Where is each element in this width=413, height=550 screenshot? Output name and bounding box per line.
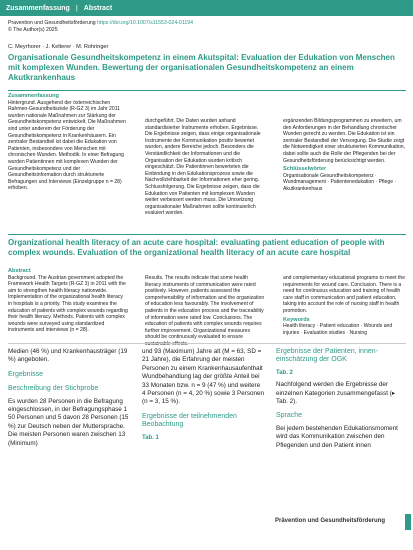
section-header-bar [0, 0, 413, 16]
journal-footer: Prävention und Gesundheitsförderung [274, 518, 385, 524]
body-col1 [8, 348, 130, 452]
body-col2 [142, 348, 264, 446]
body-col1-lead: Medien (46 %) und Krankenhausträger (19 %) angeboten. [8, 348, 128, 364]
abstract-en-col1 [8, 268, 128, 336]
abstract-en-divider [8, 234, 406, 235]
body-col2-text: und 93 (Maximum) Jahre alt (M = 63, SD = 21 Jahre), die Erfahrung der meisten Personen zu einem Krankenhausaufenthalt Wundbehandlung lag der größte Anteil bei 33 Monaten bzw. n = 9 (47 %) und weitere 4 Personen (n = 4, 20 %) sowie 3 Personen (n = 3, 15 %). [142, 348, 264, 406]
abstract-en-text3: and complementary educational programs to meet the requirements for wound care. Conclusion. There is a need for continuous education and training of health care staff in communication and patient education, taking into account the role of nursing staff in health promotion. [283, 275, 406, 314]
article-meta [8, 20, 408, 34]
abstract-de-heading: Zusammenfassung [8, 93, 59, 99]
results-heading: Ergebnisse [8, 370, 44, 378]
journal-name: Pravention und Gesundheitsförderung [8, 20, 96, 26]
doi-link[interactable]: https://doi.org/10.1007/s11553-024-01194 [97, 20, 193, 26]
language-text: Bei jedem bestehenden Edukationsmoment wird das Kommunikation zwischen den Pflegenden und den Patient innen [276, 424, 398, 449]
article-title-german: Organisationale Gesundheitskompetenz in einem Akutspital: Evaluation der Edukation von Menschen mit komplexen Wunden. Bewertung der organisationalen Gesundheitskompetenz an einem Akutkrankenhaus [8, 53, 395, 82]
observation-heading: Ergebnisse der teilnehmenden Beobachtung [142, 412, 237, 429]
footer-accent-bar [405, 514, 411, 530]
abstract-de-col3 [283, 118, 407, 195]
abstract-en-col3 [283, 275, 407, 338]
abstract-de-text3: ergänzenden Bildungsprogrammen zu erweitern, um den Anforderungen in der Behandlung chronischer Wunden gerecht zu werden. Die Edukation ist ein zentraler Bestandteil der Versorgung. Die Studie zeigt die Notwendigkeit einer strukturierten Kommunikation, dabei sollte auch die Rolle der Pflegenden bei der Gesundheitsförderung berücksichtigt werden. [283, 118, 406, 164]
subsection-label: Abstract [83, 4, 113, 12]
abstract-de-col1 [8, 93, 128, 194]
table1-ref: Tab. 1 [142, 434, 159, 441]
table2-ref: Tab. 2 [276, 369, 293, 376]
abstract-de-text1: Hintergrund. Ausgehend der österreichischen Rahmen-Gesundheitsziele (R-GZ 3) im Jahr 2011 wurden nationale Maßnahmen zur Stärkung der Gesundheitskompetenz entwickelt. Die Maßnahmen sind unter anderem der Förderung der Gesundheitskompetenz in Krankenhäusern. Ein zentraler Bestandteil ist dabei die Edukation von Patienten, insbesondere von Menschen mit chronischen Wunden. Methodik. In einer Befragung wurden Patientinnen mit komplexen Wunden der Gesundheitskompetenz und der Gesundheitsinformation durch strukturierte Befragungen und Interviews (Einzelgruppe n = 28) erhoben. [8, 99, 126, 192]
author-list: C. Meyrhorer · J. Kelterer · M. Rohringer [8, 44, 109, 50]
ogk-text: Nachfolgend werden die Ergebnisse der einzelnen Kategorien zusammengefasst (▸ Tab. 2). [276, 381, 396, 406]
keywords-en: Health literacy · Patient education · Wounds and injuries · Evaluation studies · Nursing [283, 323, 393, 336]
abstract-en-heading: Abstract [8, 268, 31, 274]
abstract-de-text2: durchgeführt. Die Daten wurden anhand standardisierter Instrumente erhoben. Ergebnisse. Die Ergebnisse zeigen, dass einige organisationale Instrumente der Kommunikation positiv bewertet wurden, andere Bereiche jedoch. Besonders die Verständlichkeit der Informationen und die Organisation der Edukation wurden kritisch eingeschätzt. Die Patientinnen bewerteten die Einbindung in den Edukationsprozess sowie die Nachvollziehbarkeit der Informationen eher gering. Schlussfolgerung. Die Ergebnisse zeigen, dass die Edukation von Patienten mit komplexen Wunden weiter verbessert werden muss. Die Umsetzung organisationaler Maßnahmen sollte kontinuierlich evaluiert werden. [145, 118, 261, 217]
body-col3 [276, 348, 404, 454]
keywords-de-heading: Schlüsselwörter [283, 166, 327, 173]
copyright: © The Author(s) 2025 [8, 27, 58, 33]
article-title-english: Organizational health literacy of an acute care hospital: evaluating patient education of people with complex wounds. Evaluation of the organizational health literacy of an acute care hospital [8, 238, 385, 257]
section-separator: | [75, 4, 78, 12]
abstract-en-text2: Results. The results indicate that some health literacy instruments of communication were rated positively. However, patients assessed the comprehensibility of information and the organization of education less favourably. The involvement of patients in the education process and the traceability of information were rated low. Conclusions. The education of patients with complex wounds requires further improvement. Organizational measures should be continuously evaluated to ensure [145, 275, 265, 341]
ogk-heading: Ergebnisse der Patienten, innen-einschätzung der OGK [276, 348, 378, 364]
body-divider [8, 343, 406, 344]
sample-text: Es wurden 28 Personen in die Befragung eingeschlossen, in der Befragungsphase 1 50 Personen und 5 davon 28 Personen (15 %) zur Deutsch neben der Muttersprache. Die meisten Personen waren zwischen 13 (Minimum) [8, 397, 129, 447]
abstract-en-text1: Background. The Austrian government adopted the Framework Health Targets (R-GZ 3) in 2011 with the aim to strengthen health literacy nationwide. Implementation of the organizational health literacy in hospitals is a priority. This study examines the education of patients with complex wounds regarding their health literacy. Methods. Patients with complex wounds were surveyed using standardized instruments and interviews (n = 28). [8, 274, 128, 334]
keywords-de: Organisationale Gesundheitskompetenz · Wundmanagement · Patientenedukation · Pflege · Akutkrankenhaus [283, 172, 397, 192]
keywords-en-heading: Keywords [283, 316, 310, 323]
sample-heading: Beschreibung der Stichprobe [8, 385, 99, 393]
language-heading: Sprache [276, 412, 303, 420]
abstract-en-col2 [145, 275, 265, 350]
abstract-de-col2 [145, 118, 265, 219]
abstract-divider [8, 90, 406, 91]
section-label: Zusammenfassung [6, 4, 70, 12]
